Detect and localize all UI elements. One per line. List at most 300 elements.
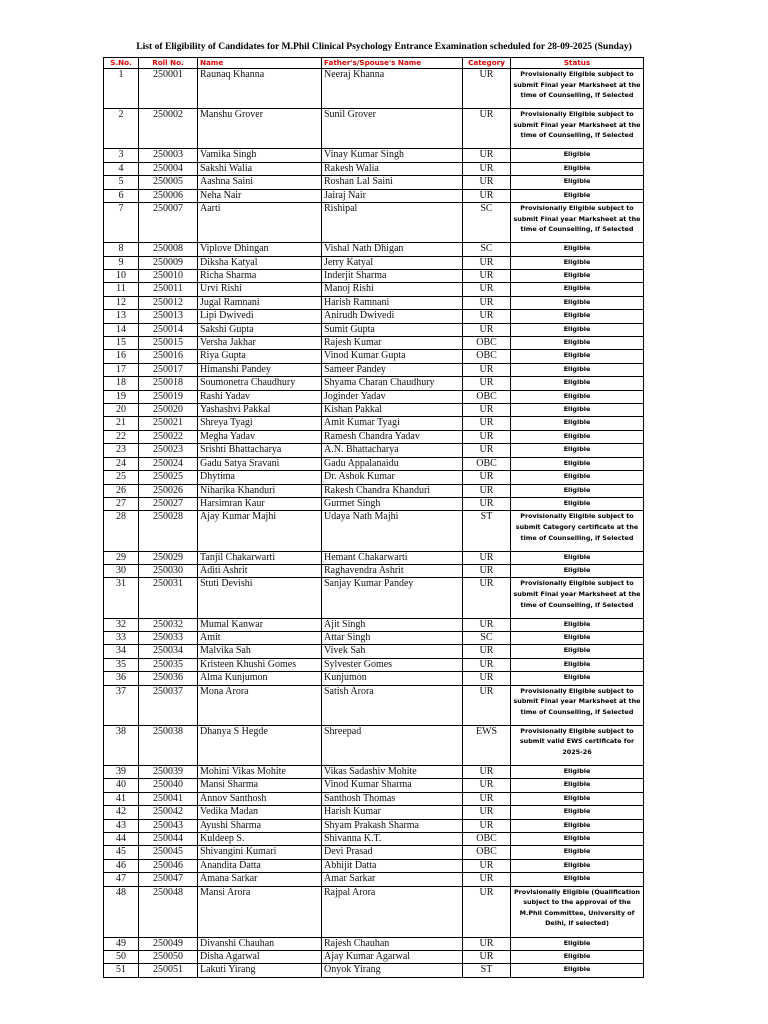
status-cell: Eligible [511, 243, 644, 256]
category-cell: OBC [463, 350, 511, 363]
father-name-cell: Rishipal [322, 203, 463, 243]
status-cell: Provisionally Eligible subject to submit Final year Marksheet at the time of Counselling, if Selected [511, 685, 644, 725]
table-row [104, 511, 644, 551]
father-name-cell: Inderjit Sharma [322, 270, 463, 283]
sno-cell: 40 [104, 779, 139, 792]
category-cell: SC [463, 631, 511, 644]
father-name-cell: A.N. Bhattacharya [322, 444, 463, 457]
category-cell: UR [463, 497, 511, 510]
category-cell: UR [463, 69, 511, 109]
roll-no-cell: 250045 [139, 846, 198, 859]
name-cell: Shreya Tyagi [198, 417, 322, 430]
table-row [104, 806, 644, 819]
roll-no-cell: 250023 [139, 444, 198, 457]
table-row [104, 444, 644, 457]
status-cell: Provisionally Eligible subject to submit Final year Marksheet at the time of Counselling, if Selected [511, 69, 644, 109]
page-title: List of Eligibility of Candidates for M.Phil Clinical Psychology Entrance Examination scheduled for 28-09-2025 (Sunday) [136, 41, 632, 52]
table-row [104, 937, 644, 950]
table-row [104, 564, 644, 577]
sno-cell: 20 [104, 404, 139, 417]
sno-cell: 17 [104, 363, 139, 376]
father-name-cell: Jerry Katyal [322, 256, 463, 269]
roll-no-cell: 250044 [139, 832, 198, 845]
sno-cell: 22 [104, 430, 139, 443]
table-row [104, 725, 644, 765]
sno-cell: 26 [104, 484, 139, 497]
father-name-cell: Vishal Nath Dhigan [322, 243, 463, 256]
table-row [104, 149, 644, 162]
category-cell: UR [463, 162, 511, 175]
category-cell: OBC [463, 390, 511, 403]
roll-no-cell: 250019 [139, 390, 198, 403]
category-cell: UR [463, 806, 511, 819]
sno-cell: 13 [104, 310, 139, 323]
father-name-cell: Shyama Charan Chaudhury [322, 377, 463, 390]
status-cell: Eligible [511, 457, 644, 470]
sno-cell: 29 [104, 551, 139, 564]
father-name-cell: Neeraj Khanna [322, 69, 463, 109]
roll-no-cell: 250012 [139, 296, 198, 309]
table-row [104, 296, 644, 309]
category-cell: UR [463, 950, 511, 963]
sno-cell: 25 [104, 471, 139, 484]
category-cell: UR [463, 779, 511, 792]
status-cell: Eligible [511, 832, 644, 845]
father-name-cell: Kunjumon [322, 672, 463, 685]
father-name-cell: Abhijit Datta [322, 859, 463, 872]
father-name-cell: Jairaj Nair [322, 189, 463, 202]
roll-no-cell: 250010 [139, 270, 198, 283]
roll-no-cell: 250024 [139, 457, 198, 470]
name-cell: Srishti Bhattacharya [198, 444, 322, 457]
eligibility-table [103, 57, 644, 978]
father-name-cell: Attar Singh [322, 631, 463, 644]
category-cell: OBC [463, 832, 511, 845]
sno-cell: 15 [104, 337, 139, 350]
roll-no-cell: 250015 [139, 337, 198, 350]
name-cell: Richa Sharma [198, 270, 322, 283]
category-cell: UR [463, 765, 511, 778]
sno-cell: 4 [104, 162, 139, 175]
table-row [104, 658, 644, 671]
name-cell: Malvika Sah [198, 645, 322, 658]
table-row [104, 645, 644, 658]
table-row [104, 109, 644, 149]
sno-cell: 18 [104, 377, 139, 390]
table-row [104, 283, 644, 296]
category-cell: UR [463, 937, 511, 950]
father-name-cell: Vinay Kumar Singh [322, 149, 463, 162]
father-name-cell: Gadu Appalanaidu [322, 457, 463, 470]
name-cell: Annov Santhosh [198, 792, 322, 805]
roll-no-cell: 250005 [139, 176, 198, 189]
header-father-spouse-name: Father's/Spouse's Name [322, 58, 463, 69]
father-name-cell: Ajit Singh [322, 618, 463, 631]
roll-no-cell: 250050 [139, 950, 198, 963]
table-row [104, 819, 644, 832]
category-cell: OBC [463, 846, 511, 859]
name-cell: Sakshi Walia [198, 162, 322, 175]
roll-no-cell: 250048 [139, 886, 198, 937]
sno-cell: 11 [104, 283, 139, 296]
name-cell: Ayushi Sharma [198, 819, 322, 832]
sno-cell: 8 [104, 243, 139, 256]
father-name-cell: Rajesh Chauhan [322, 937, 463, 950]
table-row [104, 162, 644, 175]
sno-cell: 49 [104, 937, 139, 950]
category-cell: UR [463, 873, 511, 886]
header-status: Status [511, 58, 644, 69]
father-name-cell: Sunil Grover [322, 109, 463, 149]
status-cell: Eligible [511, 430, 644, 443]
name-cell: Himanshi Pandey [198, 363, 322, 376]
name-cell: Harsimran Kaur [198, 497, 322, 510]
sno-cell: 42 [104, 806, 139, 819]
roll-no-cell: 250028 [139, 511, 198, 551]
status-cell: Provisionally Eligible subject to submit valid EWS certificate for 2025-26 [511, 725, 644, 765]
father-name-cell: Roshan Lal Saini [322, 176, 463, 189]
category-cell: UR [463, 404, 511, 417]
name-cell: Sakshi Gupta [198, 323, 322, 336]
category-cell: OBC [463, 337, 511, 350]
sno-cell: 12 [104, 296, 139, 309]
roll-no-cell: 250051 [139, 964, 198, 977]
father-name-cell: Sanjay Kumar Pandey [322, 578, 463, 618]
header-sno: S.No. [104, 58, 139, 69]
roll-no-cell: 250049 [139, 937, 198, 950]
status-cell: Eligible [511, 296, 644, 309]
father-name-cell: Amar Sarkar [322, 873, 463, 886]
status-cell: Eligible [511, 189, 644, 202]
roll-no-cell: 250040 [139, 779, 198, 792]
name-cell: Dhanya S Hegde [198, 725, 322, 765]
table-row [104, 551, 644, 564]
name-cell: Lakuti Yirang [198, 964, 322, 977]
father-name-cell: Sumit Gupta [322, 323, 463, 336]
roll-no-cell: 250039 [139, 765, 198, 778]
roll-no-cell: 250042 [139, 806, 198, 819]
sno-cell: 24 [104, 457, 139, 470]
roll-no-cell: 250008 [139, 243, 198, 256]
table-row [104, 886, 644, 937]
name-cell: Soumonetra Chaudhury [198, 377, 322, 390]
table-row [104, 631, 644, 644]
table-header-row [104, 58, 644, 69]
roll-no-cell: 250009 [139, 256, 198, 269]
roll-no-cell: 250016 [139, 350, 198, 363]
table-row [104, 243, 644, 256]
category-cell: UR [463, 792, 511, 805]
father-name-cell: Hemant Chakarwarti [322, 551, 463, 564]
name-cell: Versha Jakhar [198, 337, 322, 350]
name-cell: Niharika Khanduri [198, 484, 322, 497]
father-name-cell: Ajay Kumar Agarwal [322, 950, 463, 963]
name-cell: Shivangini Kumari [198, 846, 322, 859]
category-cell: UR [463, 296, 511, 309]
father-name-cell: Vinod Kumar Gupta [322, 350, 463, 363]
roll-no-cell: 250034 [139, 645, 198, 658]
father-name-cell: Vinod Kumar Sharma [322, 779, 463, 792]
sno-cell: 46 [104, 859, 139, 872]
table-row [104, 203, 644, 243]
table-row [104, 430, 644, 443]
roll-no-cell: 250018 [139, 377, 198, 390]
name-cell: Manshu Grover [198, 109, 322, 149]
category-cell: UR [463, 819, 511, 832]
status-cell: Eligible [511, 283, 644, 296]
roll-no-cell: 250036 [139, 672, 198, 685]
status-cell: Provisionally Eligible subject to submit Category certificate at the time of Counselling, if Selected [511, 511, 644, 551]
status-cell: Provisionally Eligible subject to submit Final year Marksheet at the time of Counselling, if Selected [511, 109, 644, 149]
sno-cell: 19 [104, 390, 139, 403]
father-name-cell: Harish Ramnani [322, 296, 463, 309]
table-row [104, 270, 644, 283]
table-row [104, 765, 644, 778]
category-cell: ST [463, 511, 511, 551]
category-cell: UR [463, 444, 511, 457]
status-cell: Eligible [511, 417, 644, 430]
father-name-cell: Joginder Yadav [322, 390, 463, 403]
table-row [104, 363, 644, 376]
table-row [104, 873, 644, 886]
category-cell: OBC [463, 457, 511, 470]
roll-no-cell: 250033 [139, 631, 198, 644]
name-cell: Gadu Satya Sravani [198, 457, 322, 470]
name-cell: Kristeen Khushi Gomes [198, 658, 322, 671]
name-cell: Disha Agarwal [198, 950, 322, 963]
category-cell: UR [463, 859, 511, 872]
father-name-cell: Rajpal Arora [322, 886, 463, 937]
name-cell: Vamika Singh [198, 149, 322, 162]
name-cell: Vedika Madan [198, 806, 322, 819]
status-cell: Eligible [511, 176, 644, 189]
sno-cell: 9 [104, 256, 139, 269]
table-row [104, 497, 644, 510]
name-cell: Mona Arora [198, 685, 322, 725]
table-row [104, 950, 644, 963]
roll-no-cell: 250020 [139, 404, 198, 417]
roll-no-cell: 250014 [139, 323, 198, 336]
roll-no-cell: 250027 [139, 497, 198, 510]
name-cell: Stuti Devishi [198, 578, 322, 618]
sno-cell: 28 [104, 511, 139, 551]
status-cell: Eligible [511, 310, 644, 323]
father-name-cell: Vikas Sadashiv Mohite [322, 765, 463, 778]
status-cell: Eligible [511, 377, 644, 390]
header-name: Name [198, 58, 322, 69]
status-cell: Eligible [511, 631, 644, 644]
sno-cell: 21 [104, 417, 139, 430]
father-name-cell: Raghavendra Ashrit [322, 564, 463, 577]
table-row [104, 256, 644, 269]
status-cell: Eligible [511, 564, 644, 577]
status-cell: Eligible [511, 323, 644, 336]
status-cell: Eligible [511, 859, 644, 872]
status-cell: Eligible [511, 618, 644, 631]
category-cell: UR [463, 672, 511, 685]
sno-cell: 51 [104, 964, 139, 977]
roll-no-cell: 250035 [139, 658, 198, 671]
father-name-cell: Shyam Prakash Sharma [322, 819, 463, 832]
sno-cell: 44 [104, 832, 139, 845]
table-row [104, 337, 644, 350]
table-row [104, 484, 644, 497]
roll-no-cell: 250007 [139, 203, 198, 243]
roll-no-cell: 250031 [139, 578, 198, 618]
father-name-cell: Onyok Yirang [322, 964, 463, 977]
father-name-cell: Ramesh Chandra Yadav [322, 430, 463, 443]
status-cell: Eligible [511, 658, 644, 671]
status-cell: Eligible [511, 270, 644, 283]
sno-cell: 41 [104, 792, 139, 805]
table-row [104, 350, 644, 363]
status-cell: Eligible [511, 337, 644, 350]
category-cell: UR [463, 417, 511, 430]
father-name-cell: Rajesh Kumar [322, 337, 463, 350]
status-cell: Eligible [511, 471, 644, 484]
sno-cell: 43 [104, 819, 139, 832]
name-cell: Rashi Yadav [198, 390, 322, 403]
name-cell: Aarti [198, 203, 322, 243]
name-cell: Urvi Rishi [198, 283, 322, 296]
table-row [104, 859, 644, 872]
name-cell: Amana Sarkar [198, 873, 322, 886]
category-cell: UR [463, 658, 511, 671]
roll-no-cell: 250029 [139, 551, 198, 564]
status-cell: Eligible [511, 390, 644, 403]
name-cell: Aashna Saini [198, 176, 322, 189]
table-row [104, 578, 644, 618]
status-cell: Eligible [511, 779, 644, 792]
status-cell: Eligible [511, 497, 644, 510]
status-cell: Eligible [511, 792, 644, 805]
sno-cell: 38 [104, 725, 139, 765]
category-cell: UR [463, 176, 511, 189]
table-row [104, 69, 644, 109]
name-cell: Aditi Ashrit [198, 564, 322, 577]
category-cell: UR [463, 645, 511, 658]
sno-cell: 7 [104, 203, 139, 243]
sno-cell: 5 [104, 176, 139, 189]
father-name-cell: Anirudh Dwivedi [322, 310, 463, 323]
name-cell: Amit [198, 631, 322, 644]
table-row [104, 846, 644, 859]
name-cell: Ajay Kumar Majhi [198, 511, 322, 551]
status-cell: Eligible [511, 551, 644, 564]
sno-cell: 32 [104, 618, 139, 631]
status-cell: Eligible [511, 256, 644, 269]
sno-cell: 1 [104, 69, 139, 109]
name-cell: Jugal Ramnani [198, 296, 322, 309]
name-cell: Riya Gupta [198, 350, 322, 363]
name-cell: Kuldeep S. [198, 832, 322, 845]
sno-cell: 35 [104, 658, 139, 671]
category-cell: UR [463, 484, 511, 497]
table-row [104, 964, 644, 977]
status-cell: Provisionally Eligible subject to submit Final year Marksheet at the time of Counselling, if Selected [511, 578, 644, 618]
status-cell: Provisionally Eligible (Qualification subject to the approval of the M.Phil Committee, University of Delhi, if selected) [511, 886, 644, 937]
status-cell: Eligible [511, 806, 644, 819]
category-cell: UR [463, 270, 511, 283]
name-cell: Lipi Dwivedi [198, 310, 322, 323]
name-cell: Alma Kunjumon [198, 672, 322, 685]
name-cell: Diksha Katyal [198, 256, 322, 269]
category-cell: UR [463, 256, 511, 269]
category-cell: UR [463, 377, 511, 390]
status-cell: Eligible [511, 765, 644, 778]
category-cell: SC [463, 203, 511, 243]
category-cell: UR [463, 564, 511, 577]
roll-no-cell: 250006 [139, 189, 198, 202]
sno-cell: 48 [104, 886, 139, 937]
name-cell: Yashashvi Pakkal [198, 404, 322, 417]
roll-no-cell: 250011 [139, 283, 198, 296]
category-cell: UR [463, 109, 511, 149]
name-cell: Neha Nair [198, 189, 322, 202]
sno-cell: 3 [104, 149, 139, 162]
sno-cell: 37 [104, 685, 139, 725]
sno-cell: 39 [104, 765, 139, 778]
father-name-cell: Manoj Rishi [322, 283, 463, 296]
name-cell: Megha Yadav [198, 430, 322, 443]
name-cell: Anandita Datta [198, 859, 322, 872]
sno-cell: 31 [104, 578, 139, 618]
status-cell: Eligible [511, 444, 644, 457]
status-cell: Eligible [511, 672, 644, 685]
header-category: Category [463, 58, 511, 69]
father-name-cell: Dr. Ashok Kumar [322, 471, 463, 484]
status-cell: Eligible [511, 350, 644, 363]
category-cell: UR [463, 578, 511, 618]
roll-no-cell: 250001 [139, 69, 198, 109]
status-cell: Provisionally Eligible subject to submit Final year Marksheet at the time of Counselling, if Selected [511, 203, 644, 243]
father-name-cell: Santhosh Thomas [322, 792, 463, 805]
sno-cell: 27 [104, 497, 139, 510]
header-roll-no: Roll No. [139, 58, 198, 69]
table-row [104, 377, 644, 390]
roll-no-cell: 250043 [139, 819, 198, 832]
category-cell: UR [463, 323, 511, 336]
sno-cell: 30 [104, 564, 139, 577]
table-row [104, 189, 644, 202]
status-cell: Eligible [511, 484, 644, 497]
sno-cell: 33 [104, 631, 139, 644]
sno-cell: 10 [104, 270, 139, 283]
roll-no-cell: 250030 [139, 564, 198, 577]
category-cell: UR [463, 310, 511, 323]
father-name-cell: Shreepad [322, 725, 463, 765]
category-cell: UR [463, 430, 511, 443]
status-cell: Eligible [511, 873, 644, 886]
father-name-cell: Amit Kumar Tyagi [322, 417, 463, 430]
table-row [104, 176, 644, 189]
table-row [104, 417, 644, 430]
status-cell: Eligible [511, 964, 644, 977]
name-cell: Mansi Sharma [198, 779, 322, 792]
status-cell: Eligible [511, 149, 644, 162]
roll-no-cell: 250022 [139, 430, 198, 443]
status-cell: Eligible [511, 937, 644, 950]
status-cell: Eligible [511, 162, 644, 175]
category-cell: UR [463, 471, 511, 484]
sno-cell: 23 [104, 444, 139, 457]
category-cell: UR [463, 618, 511, 631]
father-name-cell: Vivek Sah [322, 645, 463, 658]
table-row [104, 779, 644, 792]
status-cell: Eligible [511, 846, 644, 859]
father-name-cell: Rakesh Walia [322, 162, 463, 175]
roll-no-cell: 250032 [139, 618, 198, 631]
